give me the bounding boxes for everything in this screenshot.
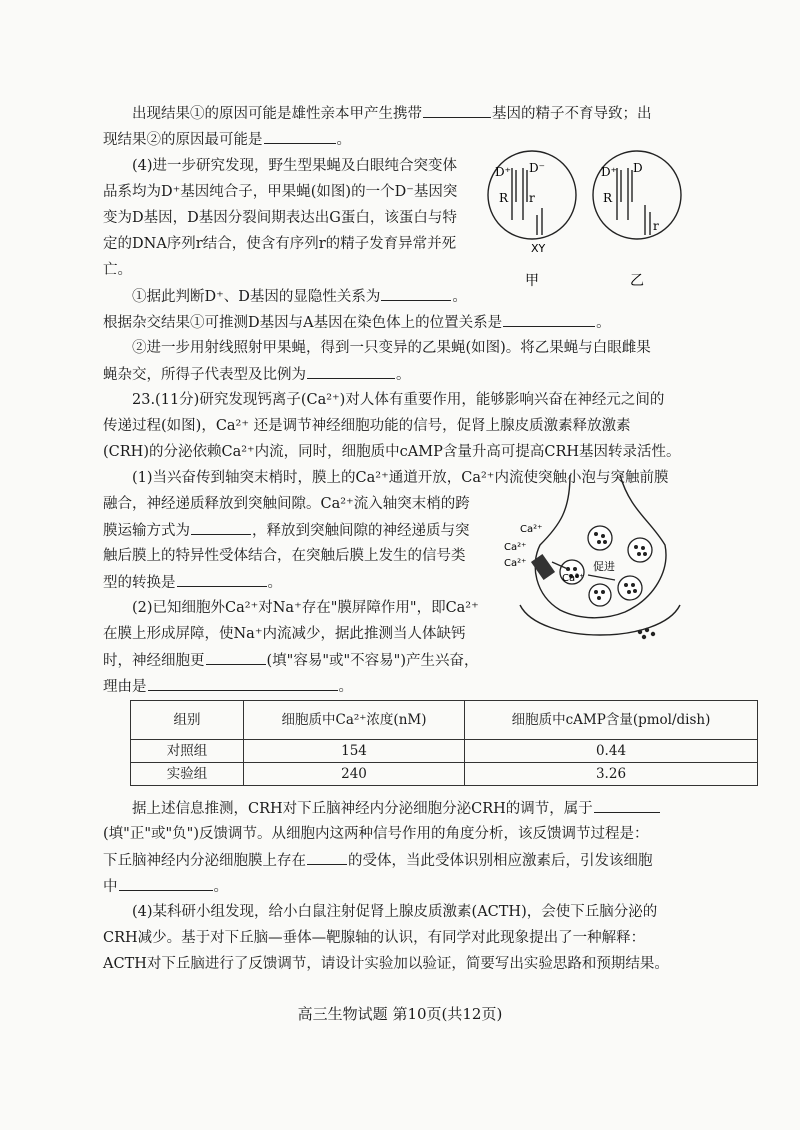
arrow-promote xyxy=(588,575,615,580)
table-cell: 154 xyxy=(244,740,465,763)
text-line: 蝇杂交，所得子代表型及比例为 。 xyxy=(103,360,411,389)
text-line: 传递过程(如图)，Ca²⁺ 还是调节神经细胞功能的信号，促肾上腺皮质激素释放激素 xyxy=(103,418,631,434)
d-plus-label: D⁺ xyxy=(495,165,511,179)
text-line: 融合，神经递质释放到突触间隙。Ca²⁺流入轴突末梢的跨 xyxy=(103,496,470,512)
table-cell: 对照组 xyxy=(131,740,244,763)
cell-yi-label: 乙 xyxy=(630,273,644,289)
postsynaptic-membrane xyxy=(520,605,680,635)
answer-blank[interactable] xyxy=(381,282,451,301)
table-header: 细胞质中cAMP含量(pmol/dish) xyxy=(465,701,758,740)
text-line: 型的转换是 。 xyxy=(103,568,282,597)
d-minus-label: D⁻ xyxy=(529,161,545,175)
text-line: ACTH对下丘脑进行了反馈调节，请设计实验加以验证，简要写出实验思路和预期结果。 xyxy=(103,956,669,972)
table-row xyxy=(131,763,758,786)
text-line: ②进一步用射线照射甲果蝇，得到一只变异的乙果蝇(如图)。将乙果蝇与白眼雌果 xyxy=(132,340,651,356)
text-line: 中 。 xyxy=(103,872,228,901)
synapse-figure xyxy=(500,470,700,660)
text-line: 品系均为D⁺基因纯合子，甲果蝇(如图)的一个D⁻基因突 xyxy=(103,184,458,200)
text-line: (4)进一步研究发现，野生型果蝇及白眼纯合突变体 xyxy=(132,158,458,174)
r-lower-label-2: r xyxy=(653,219,659,233)
text-line: 定的DNA序列r结合，使含有序列r的精子发育异常并死 xyxy=(103,236,457,252)
d-plus-label-2: D⁺ xyxy=(601,165,617,179)
table-row xyxy=(131,740,758,763)
table-cell: 3.26 xyxy=(465,763,758,786)
d-gene-label: D xyxy=(633,161,643,175)
calcium-channel xyxy=(531,554,555,580)
page-footer: 高三生物试题 第10页(共12页) xyxy=(297,1005,503,1023)
text-line: (填"正"或"负")反馈调节。从细胞内这两种信号作用的角度分析，该反馈调节过程是： xyxy=(103,826,649,842)
text-line: 理由是 。 xyxy=(103,672,353,701)
text-line: 时，神经细胞更 (填"容易"或"不容易")产生兴奋， xyxy=(103,646,479,675)
text-line: 亡。 xyxy=(103,262,132,278)
cell-jia-label: 甲 xyxy=(525,273,539,289)
table-cell: 实验组 xyxy=(131,763,244,786)
results-table xyxy=(130,700,758,786)
answer-blank[interactable] xyxy=(191,516,251,535)
answer-blank[interactable] xyxy=(264,125,336,144)
text-line: (1)当兴奋传到轴突末梢时，膜上的Ca²⁺通道开放，Ca²⁺内流使突触小泡与突触前膜 xyxy=(132,470,669,486)
answer-blank[interactable] xyxy=(307,846,347,865)
ca-label-3: Ca²⁺ xyxy=(504,558,527,569)
answer-blank[interactable] xyxy=(119,872,213,891)
xy-label: XY xyxy=(531,242,546,255)
answer-blank[interactable] xyxy=(503,308,595,327)
answer-blank[interactable] xyxy=(148,672,338,691)
text-line: (CRH)的分泌依赖Ca²⁺内流，同时，细胞质中cAMP含量升高可提高CRH基因转录活性。 xyxy=(103,444,681,460)
text-line: 出现结果①的原因可能是雄性亲本甲产生携带 基因的精子不育导致；出 xyxy=(132,99,652,128)
text-line: (4)某科研小组发现，给小白鼠注射促肾上腺皮质激素(ACTH)，会使下丘脑分泌的 xyxy=(132,904,658,920)
ca-label-4: Ca²⁺ xyxy=(562,573,585,584)
ca-label-2: Ca²⁺ xyxy=(504,542,527,553)
table-cell: 0.44 xyxy=(465,740,758,763)
ca-label-1: Ca²⁺ xyxy=(520,524,543,535)
r-upper-label-2: R xyxy=(603,191,613,205)
r-upper-label: R xyxy=(499,191,509,205)
text-line: 根据杂交结果①可推测D基因与A基因在染色体上的位置关系是 。 xyxy=(103,308,611,337)
text-line: 下丘脑神经内分泌细胞膜上存在 的受体，当此受体识别相应激素后，引发该细胞 xyxy=(103,846,653,875)
chromosome-figure xyxy=(485,140,695,290)
table-header-row xyxy=(131,701,758,740)
promote-label: 促进 xyxy=(593,560,615,573)
table-header: 组别 xyxy=(131,701,244,740)
text-line: 现结果②的原因最可能是 。 xyxy=(103,125,351,154)
text-line: ①据此判断D⁺、D基因的显隐性关系为 。 xyxy=(132,282,467,311)
text-line: 23.(11分)研究发现钙离子(Ca²⁺)对人体有重要作用，能够影响兴奋在神经元之间的 xyxy=(132,392,665,408)
text-line: 变为D基因，D基因分裂间期表达出G蛋白，该蛋白与特 xyxy=(103,210,457,226)
text-line: 膜运输方式为 ，释放到突触间隙的神经递质与突 xyxy=(103,516,470,545)
text-line: 在膜上形成屏障，使Na⁺内流减少，据此推测当人体缺钙 xyxy=(103,626,466,642)
text-line: (2)已知细胞外Ca²⁺对Na⁺存在"膜屏障作用"，即Ca²⁺ xyxy=(132,600,479,616)
text-line: 据上述信息推测，CRH对下丘脑神经内分泌细胞分泌CRH的调节，属于 xyxy=(132,794,661,823)
answer-blank[interactable] xyxy=(177,568,267,587)
answer-blank[interactable] xyxy=(206,646,266,665)
text-line: 触后膜上的特异性受体结合，在突触后膜上发生的信号类 xyxy=(103,548,466,564)
answer-blank[interactable] xyxy=(423,99,491,118)
answer-blank[interactable] xyxy=(307,360,395,379)
table-cell: 240 xyxy=(244,763,465,786)
text-line: CRH减少。基于对下丘脑—垂体—靶腺轴的认识，有同学对此现象提出了一种解释： xyxy=(103,930,646,946)
table-header: 细胞质中Ca²⁺浓度(nM) xyxy=(244,701,465,740)
r-lower-label: r xyxy=(529,191,535,205)
answer-blank[interactable] xyxy=(594,794,660,813)
